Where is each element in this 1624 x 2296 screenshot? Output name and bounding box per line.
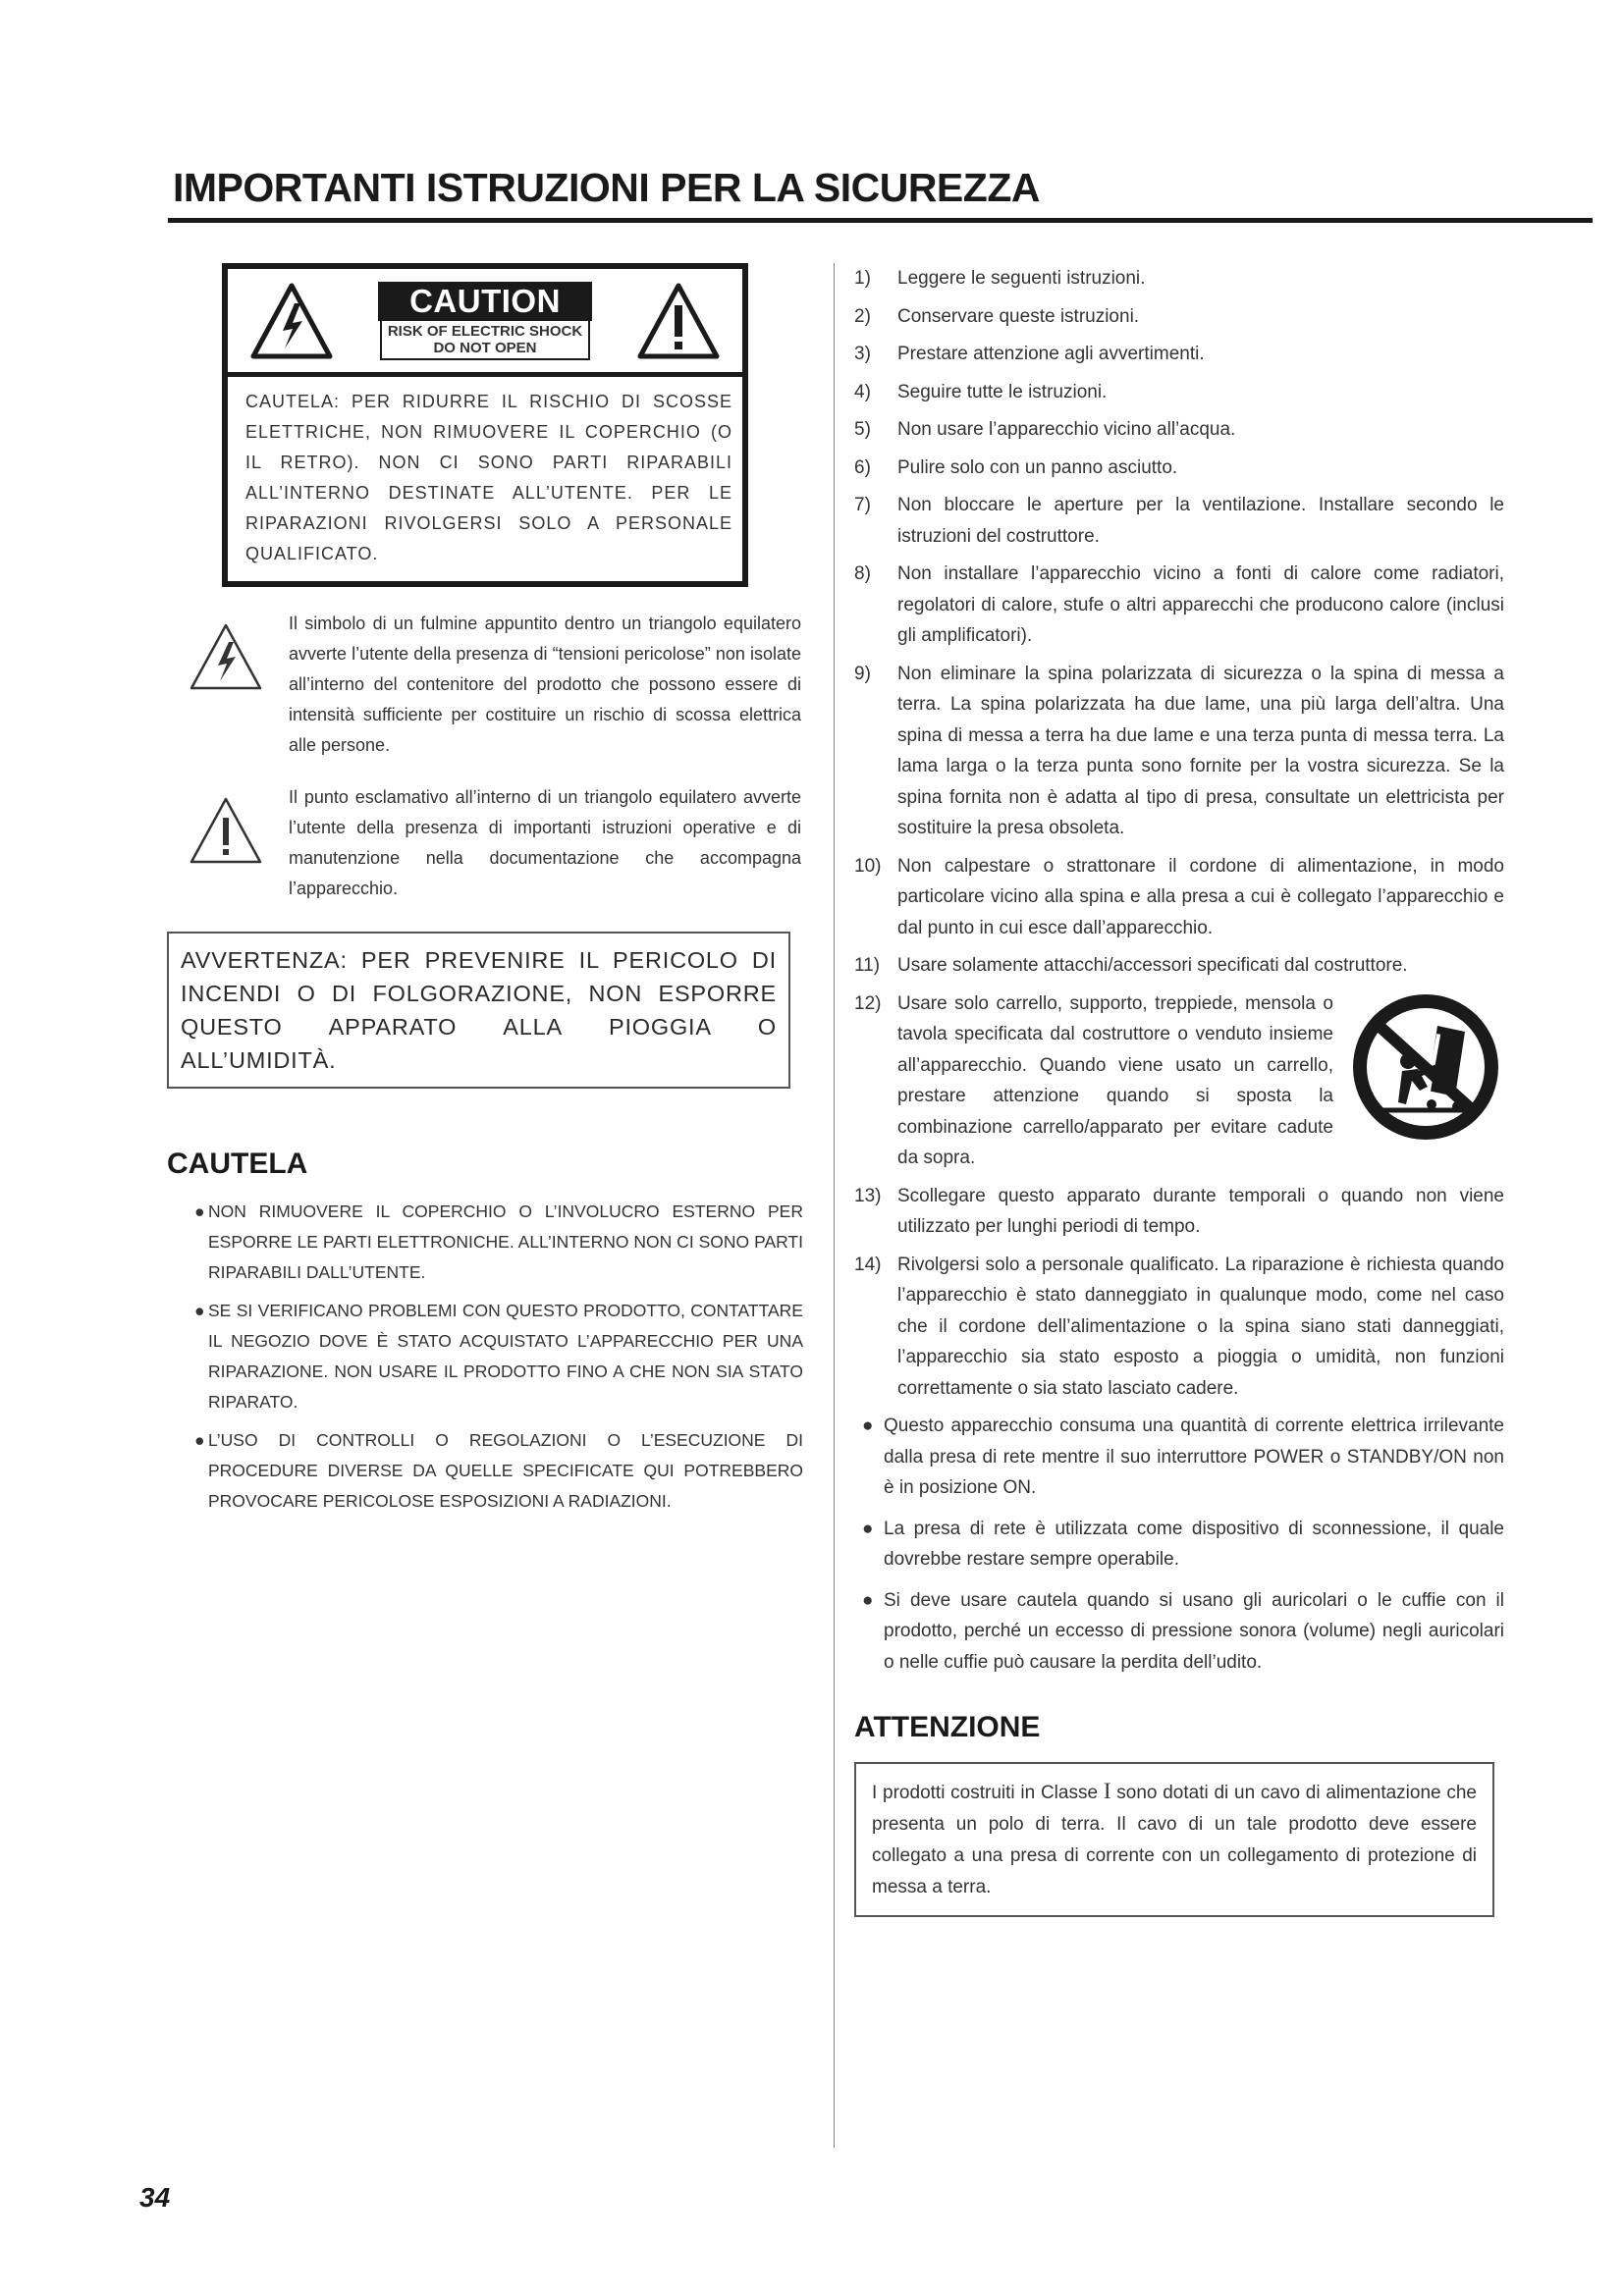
- lightning-symbol-explanation: [167, 609, 815, 761]
- instruction-item: [854, 490, 1504, 552]
- note-text: Questo apparecchio consuma una quantità di corrente elettrica irrilevante dalla presa di rete mentre il suo interruttore POWER o STANDBY/ON non è in posizione ON.: [884, 1415, 1504, 1498]
- page-number: 34: [139, 2182, 171, 2213]
- notes-list: [854, 1411, 1504, 1678]
- instruction-text: Non eliminare la spina polarizzata di sicurezza o la spina di messa a terra. La spina polarizzata ha due lame, una più larga dell’altra. Una spina di messa a terra ha due lame e una terza punta di messa terra. La lama larga o la terza punta sono fornite per la vostra sicurezza. Se la spina fornita non è adatta al tipo di presa, consultate un elettricista per sostituire la presa obsoleta.: [897, 663, 1504, 838]
- caution-label-text: CAUTELA: PER RIDURRE IL RISCHIO DI SCOSSE ELETTRICHE, NON RIMUOVERE IL COPERCHIO (O IL RETRO). NON CI SONO PARTI RIPARABILI ALL’INTERNO DESTINATE ALL’UTENTE. PER LE RIPARAZIONI RIVOLGERSI SOLO A PERSONALE QUALIFICATO.: [245, 392, 732, 563]
- class-mark: I: [1103, 1779, 1111, 1803]
- cautela-item-text: SE SI VERIFICANO PROBLEMI CON QUESTO PRODOTTO, CONTATTARE IL NEGOZIO DOVE È STATO ACQUISTATO L’APPARECCHIO PER UNA RIPARAZIONE. NON USARE IL PRODOTTO FINO A CHE NON SIA STATO RIPARATO.: [208, 1301, 803, 1412]
- instruction-item: [854, 559, 1504, 652]
- instruction-item: [854, 851, 1504, 944]
- instruction-number: 12): [854, 992, 882, 1014]
- instruction-number: 2): [854, 305, 871, 327]
- cart-tipover-warning-icon: [1347, 988, 1504, 1146]
- bullet-icon: ●: [194, 1430, 205, 1450]
- instruction-text: Leggere le seguenti istruzioni.: [897, 268, 1146, 289]
- instruction-text: Scollegare questo apparato durante temporali o quando non viene utilizzato per lunghi periodi di tempo.: [897, 1185, 1504, 1237]
- cautela-item: [194, 1197, 803, 1288]
- instruction-item: [854, 377, 1504, 408]
- instruction-item: [854, 453, 1504, 484]
- instruction-text: Rivolgersi solo a personale qualificato. La riparazione è richiesta quando l’apparecchio è stato danneggiato in qualunque modo, come nel caso che il cordone dell’alimentazione o la spina siano stati danneggiati, l’apparecchio sia stato esposto a pioggia o umidità, non funzioni correttamente o sia stato lasciato cadere.: [897, 1254, 1504, 1399]
- exclamation-symbol-explanation: [167, 782, 815, 904]
- attenzione-box: [854, 1762, 1494, 1917]
- instruction-item: [854, 988, 1504, 1174]
- caution-subtitle: [380, 321, 590, 360]
- instruction-item: [854, 339, 1504, 370]
- instruction-number: 13): [854, 1185, 882, 1206]
- instruction-text: Pulire solo con un panno asciutto.: [897, 456, 1178, 478]
- instruction-number: 4): [854, 381, 871, 402]
- lightning-triangle-icon: [189, 622, 263, 691]
- cautela-item-text: L’USO DI CONTROLLI O REGOLAZIONI O L’ESECUZIONE DI PROCEDURE DIVERSE DA QUELLE SPECIFICATE QUI POTREBBERO PROVOCARE PERICOLOSE ESPOSIZIONI A RADIAZIONI.: [208, 1430, 803, 1511]
- instruction-number: 7): [854, 495, 871, 515]
- page-title: IMPORTANTI ISTRUZIONI PER LA SICUREZZA: [173, 165, 1040, 210]
- note-text: Si deve usare cautela quando si usano gli auricolari o le cuffie con il prodotto, perché un eccesso di pressione sonora (volume) negli auricolari o nelle cuffie può causare la perdita dell’udito.: [884, 1589, 1504, 1673]
- instruction-number: 9): [854, 663, 871, 684]
- instruction-number: 10): [854, 855, 882, 877]
- instruction-number: 11): [854, 955, 881, 976]
- instruction-text: Seguire tutte le istruzioni.: [897, 381, 1108, 402]
- instruction-item: [854, 950, 1504, 982]
- instruction-item: [854, 414, 1504, 446]
- lightning-triangle-icon: [249, 282, 334, 360]
- instruction-item: [854, 659, 1504, 844]
- instruction-text: Non installare l’apparecchio vicino a fonti di calore come radiatori, regolatori di calore, stufe o altri apparecchi che producono calore (inclusi gli amplificatori).: [897, 563, 1504, 646]
- bullet-icon: ●: [194, 1301, 205, 1320]
- instruction-text: Usare solamente attacchi/accessori specificati dal costruttore.: [897, 955, 1408, 976]
- instruction-number: 6): [854, 456, 871, 478]
- exclamation-triangle-icon: [189, 796, 263, 865]
- title-rule: [168, 218, 1593, 223]
- bullet-icon: ●: [862, 1518, 874, 1539]
- exclamation-symbol-text: Il punto esclamativo all’interno di un triangolo equilatero avverte l’utente della presenza di importanti istruzioni operative e di manutenzione nella documentazione che accompagna l’apparecchio.: [289, 787, 801, 898]
- instruction-text: Usare solo carrello, supporto, treppiede, mensola o tavola specificata dal costruttore o venduto insieme all’apparecchio. Quando viene usato un carrello, prestare attenzione quando si sposta la combinazione carrello/apparato per evitare cadute da sopra.: [897, 992, 1333, 1168]
- bullet-icon: ●: [194, 1201, 205, 1221]
- instruction-number: 5): [854, 419, 871, 440]
- caution-subline-1: RISK OF ELECTRIC SHOCK: [387, 322, 583, 340]
- bullet-icon: ●: [862, 1589, 874, 1611]
- cautela-item: [194, 1296, 803, 1417]
- caution-label-center: [378, 282, 592, 360]
- caution-heading: CAUTION: [378, 282, 592, 321]
- instruction-item: [854, 1250, 1504, 1405]
- left-column: [167, 263, 815, 1524]
- column-divider: [834, 263, 835, 2148]
- caution-subline-2: DO NOT OPEN: [433, 339, 537, 356]
- instruction-list: [854, 263, 1504, 1404]
- instruction-text: Prestare attenzione agli avvertimenti.: [897, 344, 1205, 364]
- instruction-item: [854, 1181, 1504, 1243]
- note-item: [854, 1514, 1504, 1575]
- instruction-text: Non calpestare o strattonare il cordone di alimentazione, in modo particolare vicino alla spina e alla presa a cui è collegato l’apparecchio e dal punto in cui esce dall’apparecchio.: [897, 855, 1504, 938]
- note-text: La presa di rete è utilizzata come dispositivo di sconnessione, il quale dovrebbe restare sempre operabile.: [884, 1518, 1504, 1570]
- lightning-symbol-text: Il simbolo di un fulmine appuntito dentro un triangolo equilatero avverte l’utente della presenza di “tensioni pericolose” non isolate all’interno del contenitore del prodotto che possono essere di intensità sufficiente per costituire un rischio di scossa elettrica alle persone.: [289, 614, 801, 755]
- instruction-text: Non usare l’apparecchio vicino all’acqua.: [897, 419, 1236, 440]
- instruction-item: [854, 301, 1504, 333]
- caution-label-header: [228, 269, 742, 377]
- attenzione-heading: ATTENZIONE: [854, 1711, 1041, 1743]
- note-item: [854, 1585, 1504, 1679]
- instruction-text: Non bloccare le aperture per la ventilazione. Installare secondo le istruzioni del costruttore.: [897, 495, 1504, 547]
- cautela-heading: CAUTELA: [167, 1148, 308, 1180]
- attenzione-text-after: sono dotati di un cavo di alimentazione che presenta un polo di terra. Il cavo di un tale prodotto deve essere collegato a una presa di corrente con un collegamento di protezione di messa a terra.: [872, 1783, 1477, 1897]
- attenzione-text-before: I prodotti costruiti in Classe: [872, 1783, 1104, 1803]
- note-item: [854, 1411, 1504, 1504]
- cautela-item: [194, 1425, 803, 1517]
- instruction-item: [854, 263, 1504, 294]
- instruction-number: 1): [854, 268, 871, 289]
- instruction-number: 3): [854, 344, 871, 364]
- cautela-item-text: NON RIMUOVERE IL COPERCHIO O L’INVOLUCRO ESTERNO PER ESPORRE LE PARTI ELETTRONICHE. ALL’INTERNO NON CI SONO PARTI RIPARABILI DALL’UTENTE.: [208, 1201, 803, 1282]
- instruction-number: 8): [854, 563, 871, 584]
- instruction-number: 14): [854, 1254, 882, 1275]
- instruction-text: Conservare queste istruzioni.: [897, 305, 1140, 327]
- cautela-list: [194, 1197, 803, 1517]
- bullet-icon: ●: [862, 1415, 874, 1436]
- right-column: [854, 263, 1504, 1917]
- warning-box: AVVERTENZA: PER PREVENIRE IL PERICOLO DI INCENDI O DI FOLGORAZIONE, NON ESPORRE QUESTO APPARATO ALLA PIOGGIA O ALL’UMIDITÀ.: [167, 932, 790, 1089]
- exclamation-triangle-icon: [636, 282, 721, 360]
- caution-label-box: [222, 263, 748, 587]
